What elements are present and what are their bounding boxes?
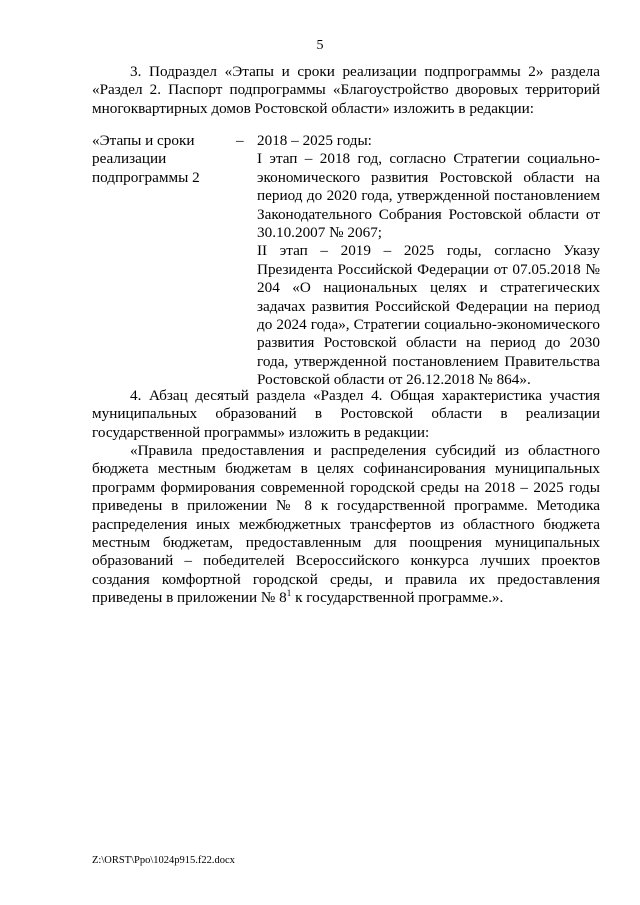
stages-period: 2018 – 2025 годы: bbox=[257, 132, 372, 149]
stage-2-text: II этап – 2019 – 2025 годы, согласно Указу Президента Российской Федерации от 07.05.2018 № 204 «О национальных целях и стратегических задачах развития Российской Федерации на период до 2024 года», Стратегии социально-экономического развития Ростовской области на период до 2030 года, утвержденной постановлением Правительства Ростовской области от 26.12.2018 № 864». bbox=[257, 242, 600, 389]
stages-value bbox=[257, 132, 600, 390]
page-number: 5 bbox=[316, 38, 324, 53]
quote-text: «Правила предоставления и распределения субсидий из областного бюджета местным бюджетам в целях софинансирования муниципальных программ формирования современной городской среды на 2018 – 2025 годы приведены в приложении № 8 к государственной программе. Методика распределения иных межбюджетных трансфертов из областного бюджета местным бюджетам, предоставленным для поощрения муниципальных образований – победителей Всероссийского конкурса лучших проектов создания комфортной городской среды, и правила их предоставления приведены в приложении № 8 bbox=[92, 442, 600, 607]
quote-superscript: 1 bbox=[286, 588, 292, 599]
item-3-paragraph: 3. Подраздел «Этапы и сроки реализации подпрограммы 2» раздела «Раздел 2. Паспорт подпрограммы «Благоустройство дворовых территорий многоквартирных домов Ростовской области» изложить в редакции: bbox=[92, 63, 600, 117]
item-4-paragraph: 4. Абзац десятый раздела «Раздел 4. Общая характеристика участия муниципальных образований в Ростовской области в реализации государственной программы» изложить в редакции: bbox=[92, 387, 600, 441]
file-path-footer: Z:\ORST\Ppo\1024p915.f22.docx bbox=[92, 855, 235, 866]
quote-paragraph bbox=[92, 442, 600, 608]
stage-1-text: I этап – 2018 год, согласно Стратегии социально-экономического развития Ростовской области на период до 2020 года, утвержденной постановлением Законодательного Собрания Ростовской области от 30.10.2007 № 2067; bbox=[257, 150, 600, 242]
stages-label: «Этапы и сроки реализации подпрограммы 2 bbox=[92, 132, 200, 186]
quote-tail: к государственной программе.». bbox=[291, 589, 504, 607]
stages-dash: – bbox=[236, 132, 244, 149]
